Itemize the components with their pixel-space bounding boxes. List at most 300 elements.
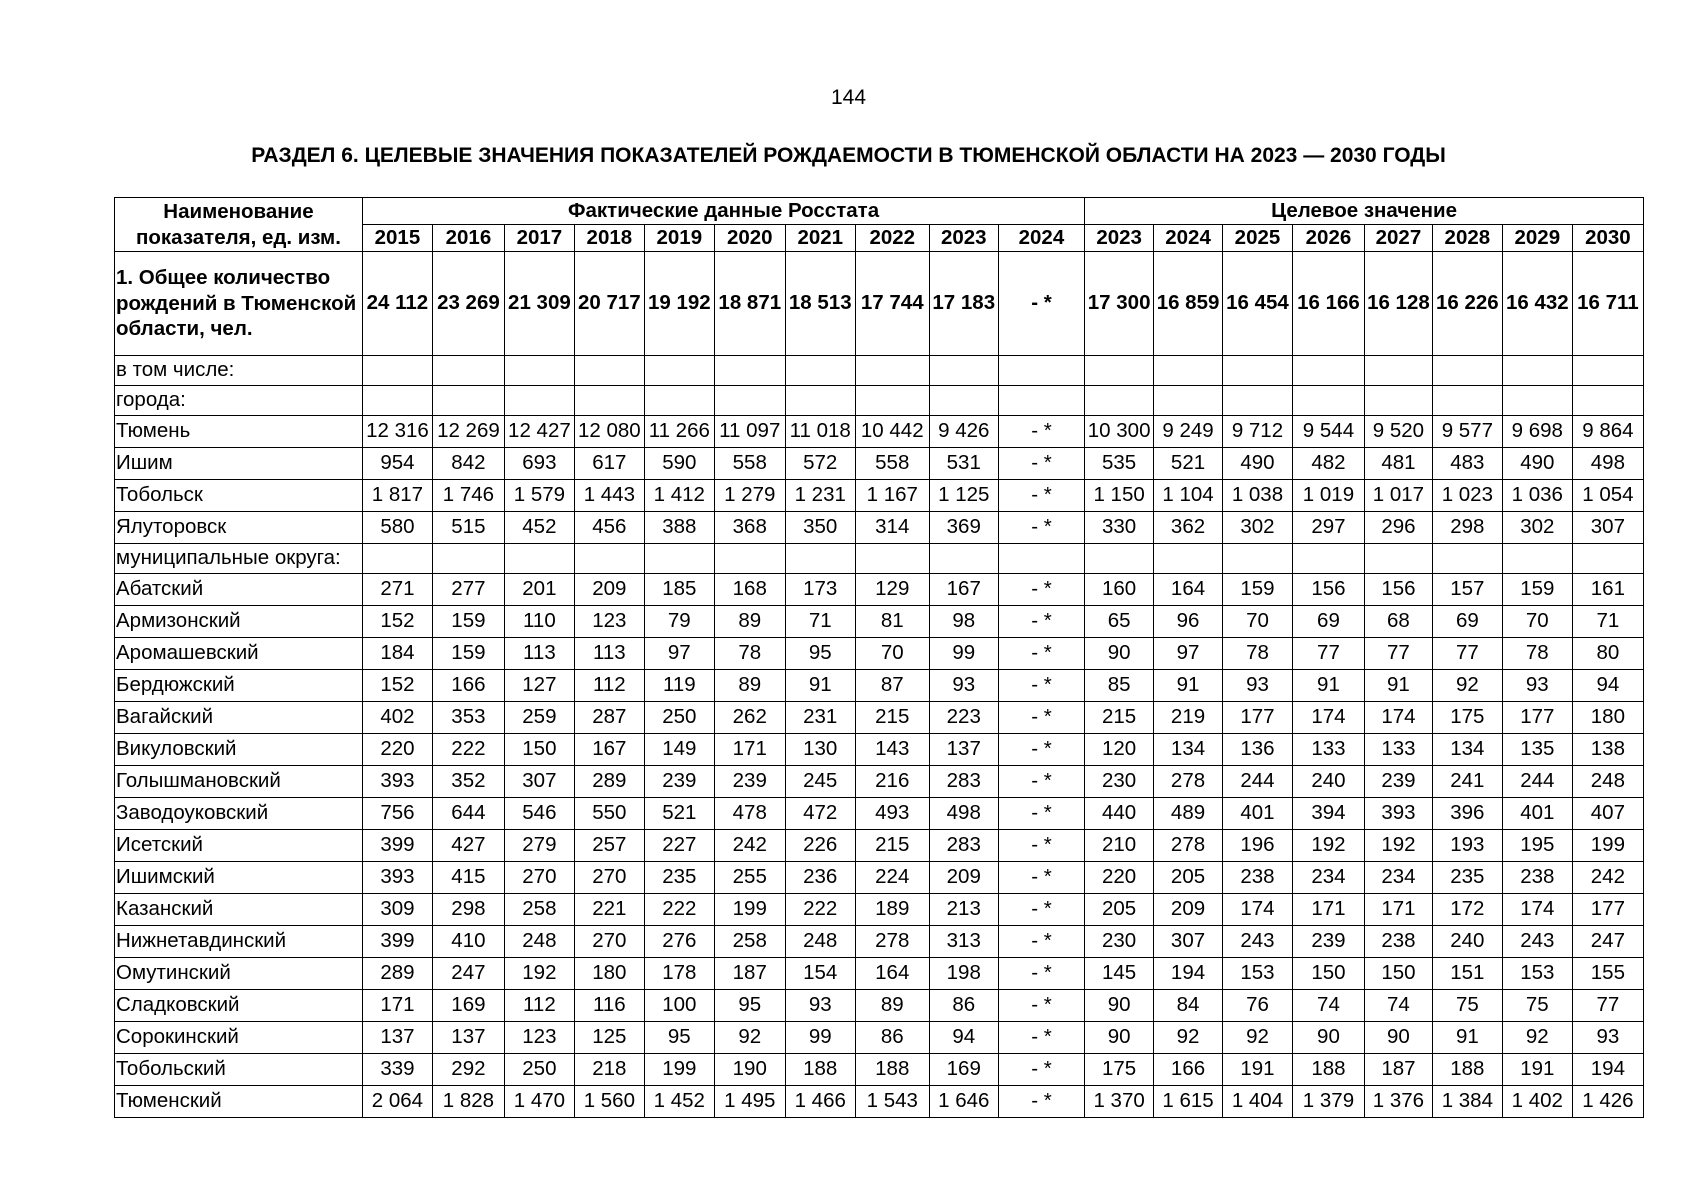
table-cell: 230 [1085, 926, 1154, 958]
table-cell: 298 [1432, 512, 1502, 544]
table-cell: 174 [1364, 702, 1432, 734]
table-cell: 235 [1432, 862, 1502, 894]
section-title: РАЗДЕЛ 6. ЦЕЛЕВЫЕ ЗНАЧЕНИЯ ПОКАЗАТЕЛЕЙ РОЖДАЕМОСТИ В ТЮМЕНСКОЙ ОБЛАСТИ НА 2023 — 2030 ГОДЫ [251, 144, 1446, 167]
table-subheading-row [115, 386, 1644, 416]
table-cell [998, 544, 1084, 574]
table-row [115, 798, 1644, 830]
table-cell: 401 [1502, 798, 1572, 830]
table-cell: 17 183 [929, 252, 998, 356]
table-cell: 483 [1432, 448, 1502, 480]
table-cell [1223, 356, 1293, 386]
table-cell: 238 [1502, 862, 1572, 894]
table-cell [504, 356, 574, 386]
table-cell: 136 [1223, 734, 1293, 766]
table-cell: - * [998, 574, 1084, 606]
table-cell: 92 [1223, 1022, 1293, 1054]
table-cell: 18 513 [785, 252, 855, 356]
table-cell: 9 249 [1154, 416, 1223, 448]
table-cell [644, 544, 714, 574]
table-cell: 1 426 [1572, 1086, 1643, 1118]
table-cell: 240 [1292, 766, 1364, 798]
table-cell: 2 064 [362, 1086, 432, 1118]
table-cell: 152 [362, 606, 432, 638]
table-cell: 91 [1154, 670, 1223, 702]
table-cell: 227 [644, 830, 714, 862]
table-cell: 258 [504, 894, 574, 926]
table-cell: 154 [785, 958, 855, 990]
table-cell: 150 [504, 734, 574, 766]
table-cell: 259 [504, 702, 574, 734]
table-cell: 159 [1502, 574, 1572, 606]
table-cell: 352 [432, 766, 504, 798]
table-cell: 270 [504, 862, 574, 894]
table-cell: 250 [644, 702, 714, 734]
table-cell: 173 [785, 574, 855, 606]
table-cell: - * [998, 830, 1084, 862]
table-cell: 193 [1432, 830, 1502, 862]
table-cell: 9 426 [929, 416, 998, 448]
table-cell: 112 [504, 990, 574, 1022]
row-label: 1. Общее количество рождений в Тюменской области, чел. [115, 252, 363, 356]
table-cell: 11 018 [785, 416, 855, 448]
table-cell: 74 [1292, 990, 1364, 1022]
table-cell: 247 [432, 958, 504, 990]
table-cell: 493 [855, 798, 929, 830]
table-cell: 192 [1364, 830, 1432, 862]
table-cell: 12 269 [432, 416, 504, 448]
table-cell: 693 [504, 448, 574, 480]
table-cell: - * [998, 1086, 1084, 1118]
table-cell: 80 [1572, 638, 1643, 670]
table-cell: 221 [574, 894, 644, 926]
table-row [115, 448, 1644, 480]
table-cell: 394 [1292, 798, 1364, 830]
table-cell: 410 [432, 926, 504, 958]
table-cell: 215 [1085, 702, 1154, 734]
table-cell: 78 [714, 638, 785, 670]
table-cell: 16 128 [1364, 252, 1432, 356]
table-cell: 1 817 [362, 480, 432, 512]
table-cell: 175 [1085, 1054, 1154, 1086]
table-row [115, 862, 1644, 894]
birth-rate-table [114, 197, 1644, 1118]
table-cell: 91 [1292, 670, 1364, 702]
table-cell: 113 [504, 638, 574, 670]
table-cell: 407 [1572, 798, 1643, 830]
table-cell: 226 [785, 830, 855, 862]
actual-data-header: Фактические данные Росстата [362, 198, 1084, 225]
table-cell: 9 864 [1572, 416, 1643, 448]
table-cell: 188 [1292, 1054, 1364, 1086]
table-row [115, 1022, 1644, 1054]
table-cell [1154, 544, 1223, 574]
table-cell: 23 269 [432, 252, 504, 356]
table-cell: 219 [1154, 702, 1223, 734]
table-cell: 223 [929, 702, 998, 734]
table-cell: 198 [929, 958, 998, 990]
table-cell: 9 520 [1364, 416, 1432, 448]
table-cell: - * [998, 480, 1084, 512]
table-cell: 113 [574, 638, 644, 670]
row-label: Казанский [115, 894, 363, 926]
table-cell: 258 [714, 926, 785, 958]
table-cell: 262 [714, 702, 785, 734]
table-cell: 278 [855, 926, 929, 958]
table-cell: 1 412 [644, 480, 714, 512]
table-cell: 16 711 [1572, 252, 1643, 356]
row-label: Тобольский [115, 1054, 363, 1086]
table-cell: 369 [929, 512, 998, 544]
table-cell: 490 [1223, 448, 1293, 480]
table-cell [785, 386, 855, 416]
year-header: 2029 [1502, 225, 1572, 252]
table-cell: 71 [1572, 606, 1643, 638]
table-cell: 330 [1085, 512, 1154, 544]
table-cell: 119 [644, 670, 714, 702]
table-cell: 77 [1364, 638, 1432, 670]
table-cell: 1 404 [1223, 1086, 1293, 1118]
table-row [115, 894, 1644, 926]
year-header: 2022 [855, 225, 929, 252]
table-cell: 194 [1572, 1054, 1643, 1086]
table-cell: 171 [362, 990, 432, 1022]
table-subheading-row [115, 544, 1644, 574]
table-cell [432, 356, 504, 386]
table-cell: 238 [1223, 862, 1293, 894]
table-cell: - * [998, 766, 1084, 798]
table-cell: 137 [929, 734, 998, 766]
table-cell: 215 [855, 702, 929, 734]
table-cell: 209 [1154, 894, 1223, 926]
table-cell: 16 226 [1432, 252, 1502, 356]
table-cell: 756 [362, 798, 432, 830]
header-group-row [115, 198, 1644, 225]
table-cell: 74 [1364, 990, 1432, 1022]
row-label: Аромашевский [115, 638, 363, 670]
table-cell [1292, 386, 1364, 416]
table-cell: 218 [574, 1054, 644, 1086]
table-cell: 481 [1364, 448, 1432, 480]
table-cell: 137 [432, 1022, 504, 1054]
table-cell: 171 [714, 734, 785, 766]
table-cell: 1 470 [504, 1086, 574, 1118]
table-cell: 402 [362, 702, 432, 734]
table-row [115, 638, 1644, 670]
table-cell: 205 [1085, 894, 1154, 926]
table-cell: 187 [714, 958, 785, 990]
table-cell: 313 [929, 926, 998, 958]
table-cell: 1 231 [785, 480, 855, 512]
table-cell: - * [998, 926, 1084, 958]
table-cell: 296 [1364, 512, 1432, 544]
table-cell: 1 615 [1154, 1086, 1223, 1118]
table-cell: 120 [1085, 734, 1154, 766]
table-cell: 1 543 [855, 1086, 929, 1118]
table-cell: 199 [644, 1054, 714, 1086]
table-cell: 91 [1364, 670, 1432, 702]
table-cell [998, 356, 1084, 386]
table-row [115, 830, 1644, 862]
table-cell: 1 746 [432, 480, 504, 512]
table-cell: 91 [1432, 1022, 1502, 1054]
table-cell [855, 386, 929, 416]
table-cell: 1 495 [714, 1086, 785, 1118]
table-cell: 580 [362, 512, 432, 544]
table-cell: 89 [855, 990, 929, 1022]
table-cell [929, 386, 998, 416]
table-row [115, 480, 1644, 512]
table-cell: 174 [1292, 702, 1364, 734]
table-cell: 292 [432, 1054, 504, 1086]
table-cell: 187 [1364, 1054, 1432, 1086]
table-cell: 178 [644, 958, 714, 990]
table-cell: 1 167 [855, 480, 929, 512]
table-cell: 388 [644, 512, 714, 544]
table-cell: 134 [1432, 734, 1502, 766]
table-cell: 245 [785, 766, 855, 798]
row-label: муниципальные округа: [115, 544, 363, 574]
table-cell: 289 [574, 766, 644, 798]
table-cell: 283 [929, 766, 998, 798]
table-cell: 1 466 [785, 1086, 855, 1118]
table-cell: 440 [1085, 798, 1154, 830]
row-label: Бердюжский [115, 670, 363, 702]
table-cell: - * [998, 512, 1084, 544]
table-cell: 92 [1502, 1022, 1572, 1054]
table-cell: 234 [1292, 862, 1364, 894]
table-cell: 166 [1154, 1054, 1223, 1086]
table-cell: 279 [504, 830, 574, 862]
table-cell [432, 544, 504, 574]
table-cell [362, 386, 432, 416]
table-cell [714, 386, 785, 416]
table-cell: 160 [1085, 574, 1154, 606]
table-cell: 169 [432, 990, 504, 1022]
table-cell: 1 828 [432, 1086, 504, 1118]
table-cell: 10 442 [855, 416, 929, 448]
table-cell: 617 [574, 448, 644, 480]
table-cell: 498 [929, 798, 998, 830]
table-cell: 278 [1154, 766, 1223, 798]
table-cell: 546 [504, 798, 574, 830]
row-label: Омутинский [115, 958, 363, 990]
table-cell: 1 579 [504, 480, 574, 512]
table-cell: 9 698 [1502, 416, 1572, 448]
year-header: 2024 [1154, 225, 1223, 252]
table-cell: 189 [855, 894, 929, 926]
table-cell: 151 [1432, 958, 1502, 990]
table-cell: 572 [785, 448, 855, 480]
table-cell [855, 544, 929, 574]
table-cell: 302 [1502, 512, 1572, 544]
table-cell: 199 [714, 894, 785, 926]
table-cell: 123 [574, 606, 644, 638]
table-total-row [115, 252, 1644, 356]
table-cell: 247 [1572, 926, 1643, 958]
table-cell [504, 544, 574, 574]
table-cell: 1 150 [1085, 480, 1154, 512]
target-value-header: Целевое значение [1085, 198, 1644, 225]
table-cell: 220 [362, 734, 432, 766]
table-cell: 90 [1085, 990, 1154, 1022]
table-cell [362, 544, 432, 574]
table-cell: 224 [855, 862, 929, 894]
table-cell [785, 356, 855, 386]
table-cell: 79 [644, 606, 714, 638]
row-label: Армизонский [115, 606, 363, 638]
table-cell: 94 [1572, 670, 1643, 702]
row-label: Ишимский [115, 862, 363, 894]
table-cell [1432, 544, 1502, 574]
row-label: Нижнетавдинский [115, 926, 363, 958]
table-cell: 70 [1223, 606, 1293, 638]
table-cell: 289 [362, 958, 432, 990]
table-cell: 87 [855, 670, 929, 702]
table-row [115, 1086, 1644, 1118]
table-cell: 515 [432, 512, 504, 544]
table-cell: 21 309 [504, 252, 574, 356]
table-cell: 153 [1502, 958, 1572, 990]
table-cell: 157 [1432, 574, 1502, 606]
table-cell: - * [998, 1022, 1084, 1054]
table-cell: 1 017 [1364, 480, 1432, 512]
table-cell: 1 279 [714, 480, 785, 512]
table-cell: - * [998, 670, 1084, 702]
table-cell: 90 [1085, 1022, 1154, 1054]
table-cell: 255 [714, 862, 785, 894]
table-cell: - * [998, 702, 1084, 734]
table-cell: 240 [1432, 926, 1502, 958]
table-cell: 19 192 [644, 252, 714, 356]
table-cell: 368 [714, 512, 785, 544]
table-cell [1432, 356, 1502, 386]
row-label: Голышмановский [115, 766, 363, 798]
table-cell [1154, 386, 1223, 416]
table-cell: 401 [1223, 798, 1293, 830]
table-cell: 215 [855, 830, 929, 862]
table-cell [1085, 544, 1154, 574]
year-header: 2030 [1572, 225, 1643, 252]
table-cell [1502, 544, 1572, 574]
table-cell: 1 376 [1364, 1086, 1432, 1118]
table-cell: 393 [1364, 798, 1432, 830]
table-cell: 287 [574, 702, 644, 734]
table-cell: 1 104 [1154, 480, 1223, 512]
table-cell: 159 [432, 638, 504, 670]
table-cell: 91 [785, 670, 855, 702]
table-cell: 209 [929, 862, 998, 894]
table-cell: 130 [785, 734, 855, 766]
table-cell: 16 859 [1154, 252, 1223, 356]
table-cell: 180 [574, 958, 644, 990]
table-cell: 90 [1085, 638, 1154, 670]
table-cell: 235 [644, 862, 714, 894]
table-cell: 456 [574, 512, 644, 544]
table-cell: 590 [644, 448, 714, 480]
table-cell: 550 [574, 798, 644, 830]
table-cell: 842 [432, 448, 504, 480]
table-cell: 78 [1223, 638, 1293, 670]
table-cell: 97 [1154, 638, 1223, 670]
table-cell: 350 [785, 512, 855, 544]
table-cell: 77 [1432, 638, 1502, 670]
table-cell: - * [998, 734, 1084, 766]
table-cell: 145 [1085, 958, 1154, 990]
table-cell: 309 [362, 894, 432, 926]
table-cell: 11 097 [714, 416, 785, 448]
table-cell: 205 [1154, 862, 1223, 894]
row-label: Тюменский [115, 1086, 363, 1118]
table-body [115, 252, 1644, 1118]
table-cell [574, 356, 644, 386]
table-row [115, 702, 1644, 734]
table-cell: 1 560 [574, 1086, 644, 1118]
table-cell: 278 [1154, 830, 1223, 862]
table-cell [1572, 544, 1643, 574]
table-cell: 152 [362, 670, 432, 702]
table-cell: 100 [644, 990, 714, 1022]
table-row [115, 512, 1644, 544]
table-cell [574, 386, 644, 416]
table-cell: - * [998, 798, 1084, 830]
table-cell: 393 [362, 766, 432, 798]
table-cell: 112 [574, 670, 644, 702]
table-cell: 222 [644, 894, 714, 926]
row-label: Абатский [115, 574, 363, 606]
table-row [115, 670, 1644, 702]
table-cell [855, 356, 929, 386]
table-cell: 16 432 [1502, 252, 1572, 356]
row-label: Тюмень [115, 416, 363, 448]
table-cell [929, 544, 998, 574]
table-cell: 184 [362, 638, 432, 670]
table-cell: 93 [929, 670, 998, 702]
year-header: 2028 [1432, 225, 1502, 252]
table-cell: 90 [1364, 1022, 1432, 1054]
table-cell: 250 [504, 1054, 574, 1086]
table-cell: 1 038 [1223, 480, 1293, 512]
table-cell: 190 [714, 1054, 785, 1086]
table-cell: 1 370 [1085, 1086, 1154, 1118]
table-cell [1292, 544, 1364, 574]
page-number: 144 [830, 86, 867, 109]
table-row [115, 926, 1644, 958]
table-cell: 12 427 [504, 416, 574, 448]
table-cell: 277 [432, 574, 504, 606]
table-cell: 95 [714, 990, 785, 1022]
table-cell: 99 [785, 1022, 855, 1054]
table-cell: 490 [1502, 448, 1572, 480]
row-label: Сладковский [115, 990, 363, 1022]
table-cell: 159 [1223, 574, 1293, 606]
table-cell: 399 [362, 926, 432, 958]
table-cell: 75 [1502, 990, 1572, 1022]
table-row [115, 1054, 1644, 1086]
table-cell: 452 [504, 512, 574, 544]
table-cell: 195 [1502, 830, 1572, 862]
table-cell [1292, 356, 1364, 386]
table-cell: 172 [1432, 894, 1502, 926]
table-cell: 133 [1292, 734, 1364, 766]
table-cell [929, 356, 998, 386]
row-label: Викуловский [115, 734, 363, 766]
row-label: Ялуторовск [115, 512, 363, 544]
table-cell: 76 [1223, 990, 1293, 1022]
table-cell: 143 [855, 734, 929, 766]
table-cell: 521 [1154, 448, 1223, 480]
table-cell [644, 386, 714, 416]
table-cell: 94 [929, 1022, 998, 1054]
